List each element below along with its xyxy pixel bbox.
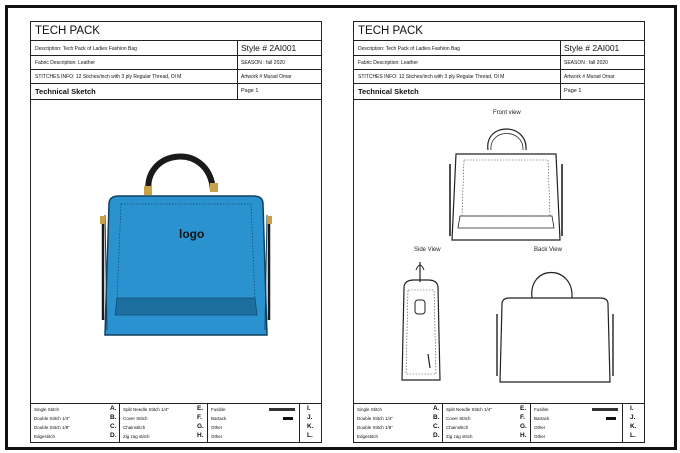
legend-key-j: J. <box>630 414 636 421</box>
description-text: Description: Tech Pack of Ladies Fashion Bag <box>35 46 137 52</box>
legend-key-l: L. <box>307 432 313 439</box>
bag-handle <box>148 157 213 194</box>
legend-k: Other <box>211 425 223 430</box>
tech-pack-sheet-right <box>353 21 645 443</box>
stitch-legend <box>31 403 321 442</box>
style-number: Style # 2AI001 <box>564 43 620 53</box>
legend-k: Other <box>534 425 546 430</box>
sheet-title: TECH PACK <box>35 25 100 37</box>
stitches-row <box>31 70 321 84</box>
bag-bottom-panel <box>115 298 257 315</box>
section-row <box>31 84 321 100</box>
legend-key-b: B. <box>110 414 117 421</box>
legend-key-a: A. <box>110 405 117 412</box>
legend-f: Cover Stitch <box>446 416 471 421</box>
legend-key-h: H. <box>197 432 204 439</box>
fabric-row <box>31 56 321 70</box>
fabric-row <box>354 56 644 70</box>
front-view-label: Front view <box>493 110 521 116</box>
legend-d: Edgestitch <box>34 434 56 439</box>
legend-f: Cover Stitch <box>123 416 148 421</box>
legend-key-g: G. <box>520 423 527 430</box>
legend-i: Fusible <box>211 407 226 412</box>
legend-key-e: E. <box>197 405 204 412</box>
legend-h: Zig zag stitch <box>446 434 473 439</box>
logo-placeholder: logo <box>179 227 205 241</box>
bartack-swatch <box>283 417 293 420</box>
front-view-sketch <box>446 120 566 246</box>
legend-key-b: B. <box>433 414 440 421</box>
page-number: Page 1 <box>564 88 582 94</box>
legend-key-f: F. <box>520 414 526 421</box>
season-text: SEASON : fall 2020 <box>241 60 285 66</box>
legend-key-l: L. <box>630 432 636 439</box>
fusible-swatch <box>269 408 295 411</box>
fabric-description: Fabric Description: Leather <box>35 60 96 66</box>
legend-e: Split Needle Stitch 1/4" <box>123 407 169 412</box>
artwork-text: Artwork # Murad Omar <box>241 74 292 80</box>
legend-d: Edgestitch <box>357 434 379 439</box>
legend-l: Other <box>534 434 546 439</box>
zip-pull-right <box>267 216 272 224</box>
description-row <box>354 41 644 56</box>
legend-key-c: C. <box>110 423 117 430</box>
side-view-sketch <box>394 258 454 388</box>
legend-b: Double Stitch 1/4" <box>357 416 393 421</box>
legend-key-d: D. <box>110 432 117 439</box>
section-row <box>354 84 644 100</box>
section-title: Technical Sketch <box>358 87 419 96</box>
legend-i: Fusible <box>534 407 549 412</box>
header-title-row <box>31 22 321 41</box>
back-view-label: Back View <box>534 247 562 253</box>
legend-c: Double Stitch 1/8" <box>357 425 393 430</box>
legend-a: Single Stitch <box>357 407 383 412</box>
legend-j: Bartack <box>211 416 227 421</box>
legend-a: Single Stitch <box>34 407 60 412</box>
description-row <box>31 41 321 56</box>
legend-key-e: E. <box>520 405 527 412</box>
legend-h: Zig zag stitch <box>123 434 150 439</box>
bartack-swatch <box>606 417 616 420</box>
legend-key-i: I. <box>307 405 311 412</box>
legend-key-i: I. <box>630 405 634 412</box>
bag-color-illustration <box>91 130 281 345</box>
legend-key-k: K. <box>630 423 637 430</box>
legend-j: Bartack <box>534 416 550 421</box>
zip-pull-left <box>100 216 105 224</box>
tech-pack-sheet-left <box>30 21 322 443</box>
legend-key-a: A. <box>433 405 440 412</box>
legend-l: Other <box>211 434 223 439</box>
legend-key-g: G. <box>197 423 204 430</box>
stitches-info: STITCHES INFO: 12 Stiches/inch with 3 ply Regular Thread, Ol M <box>35 74 182 80</box>
legend-key-k: K. <box>307 423 314 430</box>
side-view-label: Side View <box>414 247 441 253</box>
sheet-title: TECH PACK <box>358 25 423 37</box>
fusible-swatch <box>592 408 618 411</box>
section-title: Technical Sketch <box>35 87 96 96</box>
legend-key-j: J. <box>307 414 313 421</box>
stitches-row <box>354 70 644 84</box>
description-text: Description: Tech Pack of Ladies Fashion Bag <box>358 46 460 52</box>
legend-c: Double Stitch 1/8" <box>34 425 70 430</box>
page-number: Page 1 <box>241 88 259 94</box>
legend-key-c: C. <box>433 423 440 430</box>
legend-key-f: F. <box>197 414 203 421</box>
handle-ring-right <box>210 183 218 192</box>
artwork-text: Artwork # Murad Omar <box>564 74 615 80</box>
header-title-row <box>354 22 644 41</box>
stitches-info: STITCHES INFO: 12 Stiches/inch with 3 ply Regular Thread, Ol M <box>358 74 505 80</box>
stitch-legend <box>354 403 644 442</box>
style-number: Style # 2AI001 <box>241 43 297 53</box>
legend-key-h: H. <box>520 432 527 439</box>
legend-key-d: D. <box>433 432 440 439</box>
back-view-sketch <box>494 258 614 388</box>
season-text: SEASON : fall 2020 <box>564 60 608 66</box>
handle-ring-left <box>144 186 152 195</box>
fabric-description: Fabric Description: Leather <box>358 60 419 66</box>
legend-e: Split Needle Stitch 1/4" <box>446 407 492 412</box>
page-frame <box>5 5 677 450</box>
legend-g: Chainstitch <box>123 425 146 430</box>
legend-g: Chainstitch <box>446 425 469 430</box>
legend-b: Double Stitch 1/4" <box>34 416 70 421</box>
